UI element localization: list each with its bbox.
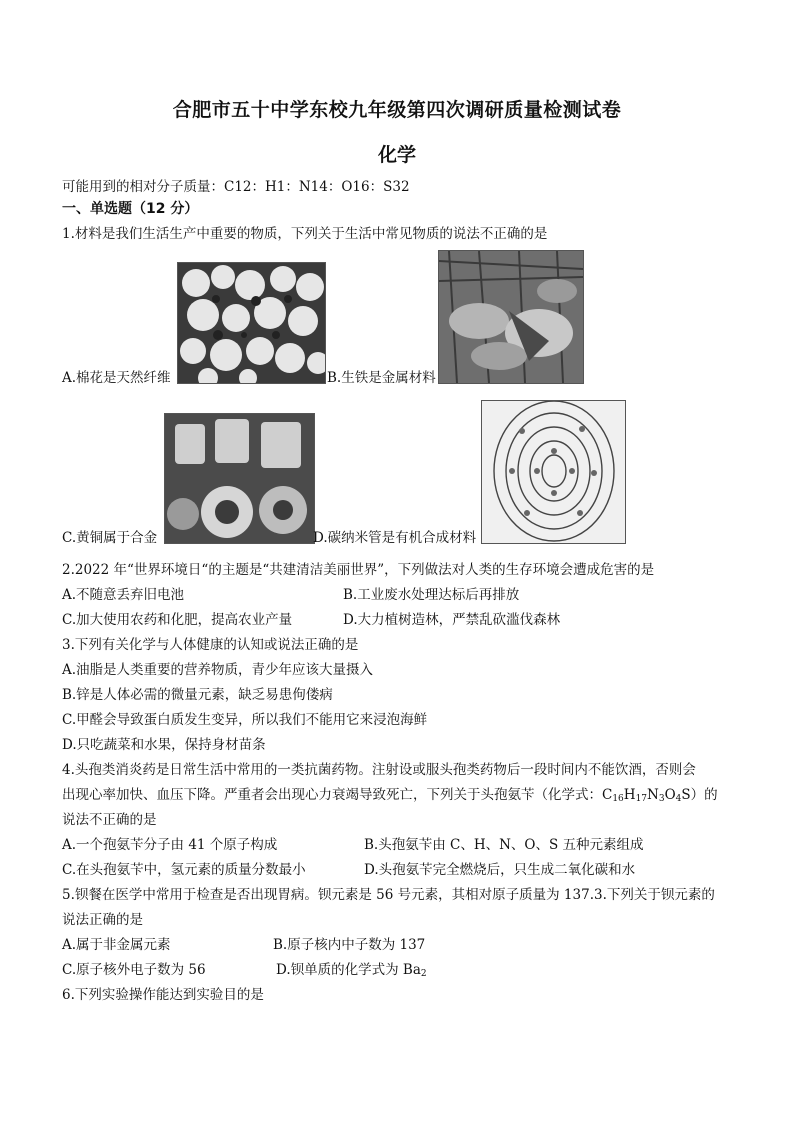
q5-d-sub: 2: [420, 969, 427, 979]
question-1-stem: 1.材料是我们生活生产中重要的物质，下列关于生活中常见物质的说法不正确的是: [62, 226, 548, 242]
question-3-option-c: C.甲醛会导致蛋白质发生变异，所以我们不能用它来浸泡海鲜: [62, 712, 428, 728]
atomic-masses: 可能用到的相对分子质量：C12：H1：N14：O16：S32: [62, 179, 410, 195]
question-3-option-a: A.油脂是人类重要的营养物质，青少年应该大量摄入: [62, 662, 374, 678]
q4-sub-h: 17: [635, 794, 648, 804]
question-5-stem-line-2: 说法正确的是: [62, 912, 143, 928]
question-4-option-b: B.头孢氨苄由 C、H、N、O、S 五种元素组成: [364, 837, 644, 853]
question-2-option-c: C.加大使用农药和化肥，提高农业产量: [62, 612, 293, 628]
cotton-photo: [177, 262, 326, 384]
exam-title: 合肥市五十中学东校九年级第四次调研质量检测试卷: [172, 99, 622, 121]
question-3-stem: 3.下列有关化学与人体健康的认知或说法正确的是: [62, 637, 359, 653]
question-2-option-d: D.大力植树造林，严禁乱砍滥伐森林: [343, 612, 561, 628]
brass-photo: [164, 413, 315, 544]
question-6-stem: 6.下列实验操作能达到实验目的是: [62, 987, 264, 1003]
question-4-stem-line-3: 说法不正确的是: [62, 812, 157, 828]
question-4-stem-line-1: 4.头孢类消炎药是日常生活中常用的一类抗菌药物。注射设或服头孢类药物后一段时间内不能饮酒，否则会: [62, 762, 696, 778]
q4-stem-end: S）的: [681, 787, 718, 803]
q4-sub-n: 3: [658, 794, 665, 804]
question-1-option-a: A.棉花是天然纤维: [62, 370, 171, 386]
question-5-option-b: B.原子核内中子数为 137: [273, 937, 426, 953]
section-heading: 一、单选题（12 分）: [62, 201, 199, 217]
pig-iron-photo: [438, 250, 584, 384]
question-2-option-a: A.不随意丢弃旧电池: [62, 587, 185, 603]
question-2-option-b: B.工业废水处理达标后再排放: [343, 587, 520, 603]
question-4-option-d: D.头孢氨苄完全燃烧后，只生成二氧化碳和水: [364, 862, 636, 878]
q5-d-text: D.钡单质的化学式为 Ba: [276, 962, 421, 978]
q4-n: N: [647, 787, 659, 803]
question-5-stem-line-1: 5.钡餐在医学中常用于检查是否出现胃病。钡元素是 56 号元素，其相对原子质量为 137.3.下列关于钡元素的: [62, 887, 715, 903]
question-5-option-c: C.原子核外电子数为 56: [62, 962, 206, 978]
question-4-option-a: A.一个孢氨苄分子由 41 个原子构成: [62, 837, 278, 853]
question-1-option-c: C.黄铜属于合金: [62, 530, 158, 546]
q4-o: O: [664, 787, 676, 803]
question-4-option-c: C.在头孢氨苄中，氢元素的质量分数最小: [62, 862, 306, 878]
question-1-option-b: B.生铁是金属材料: [327, 370, 436, 386]
q4-sub-o: 4: [675, 794, 682, 804]
question-3-option-d: D.只吃蔬菜和水果，保持身材苗条: [62, 737, 266, 753]
question-1-option-d: D.碳纳米管是有机合成材料: [313, 530, 477, 546]
q4-stem-text: 出现心率加快、血压下降。严重者会出现心力衰竭导致死亡，下列关于头孢氨苄（化学式：C: [62, 787, 613, 803]
carbon-nanotube-photo: [481, 400, 626, 544]
subject-title: 化学: [377, 144, 416, 166]
q4-sub-c: 16: [612, 794, 624, 804]
question-2-stem: 2.2022 年“世界环境日“的主题是“共建清洁美丽世界”，下列做法对人类的生存环境会遭成危害的是: [62, 562, 655, 578]
q4-h: H: [623, 787, 636, 803]
question-3-option-b: B.锌是人体必需的微量元素，缺乏易患佝偻病: [62, 687, 333, 703]
question-5-option-d: [276, 961, 427, 983]
question-5-option-a: A.属于非金属元素: [62, 937, 171, 953]
question-4-stem-line-2: [62, 786, 718, 808]
